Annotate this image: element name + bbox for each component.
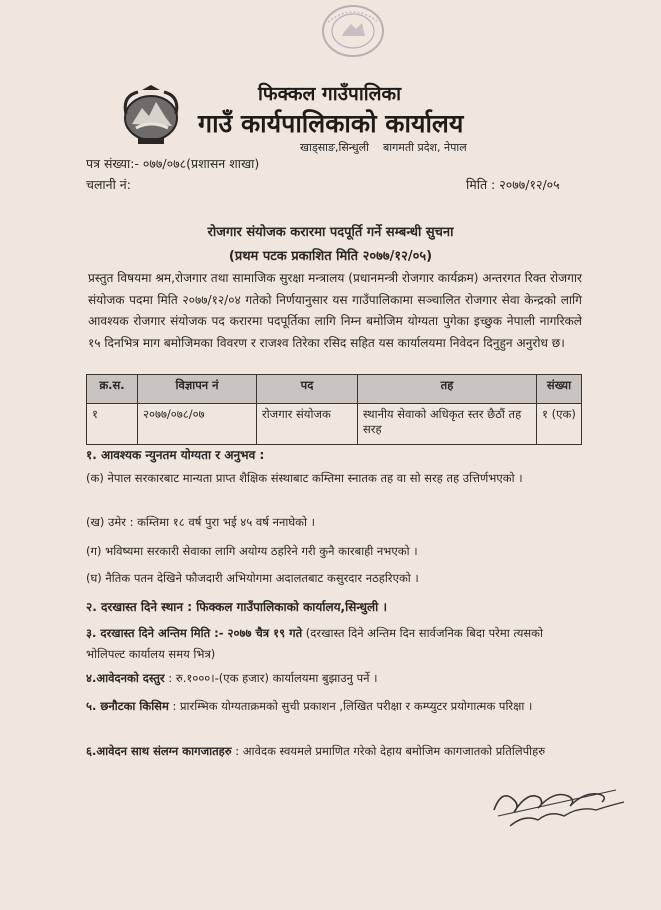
screening-method (86, 696, 582, 717)
table-row (87, 404, 582, 445)
notice-intro-paragraph: प्रस्तुत विषयमा श्रम,रोजगार तथा सामाजिक सुरक्षा मन्त्रालय (प्रधानमन्त्री रोजगार कार्यक्रम) अन्तरगत रिक्त रोजगार संयोजक पदमा मिति २०७७/१२/०४ गतेको निर्णयानुसार यस गाउँपालिकामा सञ्चालित रोजगार सेवा केन्द्रको लागि आवश्यक रोजगार संयोजक पद करारमा पदपूर्तिका लागि निम्न बमोजिम योग्यता पुगेका इच्छुक नेपाली नागरिकले १५ दिनभित्र माग बमोजिमका विवरण र राजश्व तिरेका रसिद सहित यस कार्यालयमा निवेदन दिनुहुन अनुरोध छ। (88, 271, 582, 350)
office-address (300, 140, 467, 155)
cell-serial: १ (87, 404, 138, 445)
address-province: बागमती प्रदेश, नेपाल (382, 141, 467, 154)
office-seal-stamp (318, 2, 388, 60)
notice-subtitle: (प्रथम पटक प्रकाशित मिति २०७७/१२/०५) (228, 249, 433, 264)
col-header-serial: क्र.स. (87, 375, 138, 404)
screening-label: ५. छनौटका किसिम (86, 699, 169, 713)
table-header-row (87, 375, 582, 404)
cell-post: रोजगार संयोजक (257, 404, 358, 445)
fee-label: ४.आवेदनको दस्तुर (86, 671, 165, 685)
vacancy-table (86, 374, 582, 445)
office-name: गाउँ कार्यपालिकाको कार्यालय (198, 109, 464, 138)
qualification-item-conduct: (घ) नैतिक पतन देखिने फौजदारी अभियोगमा अदालतबाट कसुरदार नठहरिएको । (86, 571, 419, 585)
qualification-item-education: (क) नेपाल सरकारबाट मान्यता प्राप्त शैक्षिक संस्थाबाट कम्तिमा स्नातक तह वा सो सरह तह उत्तिर्णभएको । (86, 471, 523, 485)
docs-text: : आवेदक स्वयमले प्रमाणित गरेको देहाय बमोजिम कागजातको प्रतिलिपीहरु (231, 744, 546, 758)
fee-text: : रु.१०००।-(एक हजार) कार्यालयमा बुझाउनु पर्ने । (164, 671, 378, 685)
qualification-item-eligibility: (ग) भविष्यमा सरकारी सेवाका लागि अयोग्य ठहरिने गरी कुनै कारबाही नभएको । (86, 544, 418, 558)
nepal-emblem-icon (118, 84, 184, 146)
cell-count: १ (एक) (537, 404, 582, 445)
screening-text: : प्रारम्भिक योग्यताक्रमको सुची प्रकाशन ,लिखित परीक्षा र कम्प्युटर प्रयोगात्मक परिक्षा । (168, 699, 533, 713)
cell-level: स्थानीय सेवाको अधिकृत स्तर छैठौं तह सरह (358, 404, 537, 445)
deadline-label: ३. दरखास्त दिने अन्तिम मिति :- २०७७ चैत्र १९ गते (86, 626, 303, 640)
notice-date: मिति : २०७७/१२/०५ (466, 177, 560, 192)
qualification-item-age: (ख) उमेर : कम्तिमा १८ वर्ष पुरा भई ४५ वर्ष ननाघेको । (86, 515, 315, 529)
col-header-ad-number: विज्ञापन नं (138, 375, 257, 404)
notice-title: रोजगार संयोजक करारमा पदपूर्ति गर्ने सम्बन्धी सुचना (207, 225, 454, 240)
col-header-count: संख्या (537, 375, 582, 404)
dispatch-number: चलानी नं: (86, 177, 131, 192)
application-place: २. दरखास्त दिने स्थान : फिक्कल गाउँपालिकाको कार्यालय,सिन्धुली । (86, 600, 388, 614)
address-location: खाड्साङ,सिन्धुली (300, 141, 369, 154)
col-header-level: तह (358, 375, 537, 404)
application-fee (86, 668, 582, 689)
docs-label: ६.आवेदन साथ संलग्न कागजातहरु (86, 744, 232, 758)
handwritten-signature (484, 770, 634, 830)
col-header-post: पद (257, 375, 358, 404)
deadline-text: (दरखास्त दिने अन्तिम दिन सार्वजनिक बिदा परेमा त्यसको भोलिपल्ट कार्यालय समय भित्र) (86, 626, 543, 661)
qualification-heading: १. आवश्यक न्युनतम योग्यता र अनुभव : (86, 448, 265, 462)
cell-ad-number: २०७७/०७८/०७ (138, 404, 257, 445)
municipality-name: फिक्कल गाउँपालिका (258, 83, 402, 105)
application-deadline (86, 623, 582, 665)
attached-documents (86, 741, 582, 762)
letter-number: पत्र संख्या:- ०७७/०७८(प्रशासन शाखा) (86, 156, 260, 171)
